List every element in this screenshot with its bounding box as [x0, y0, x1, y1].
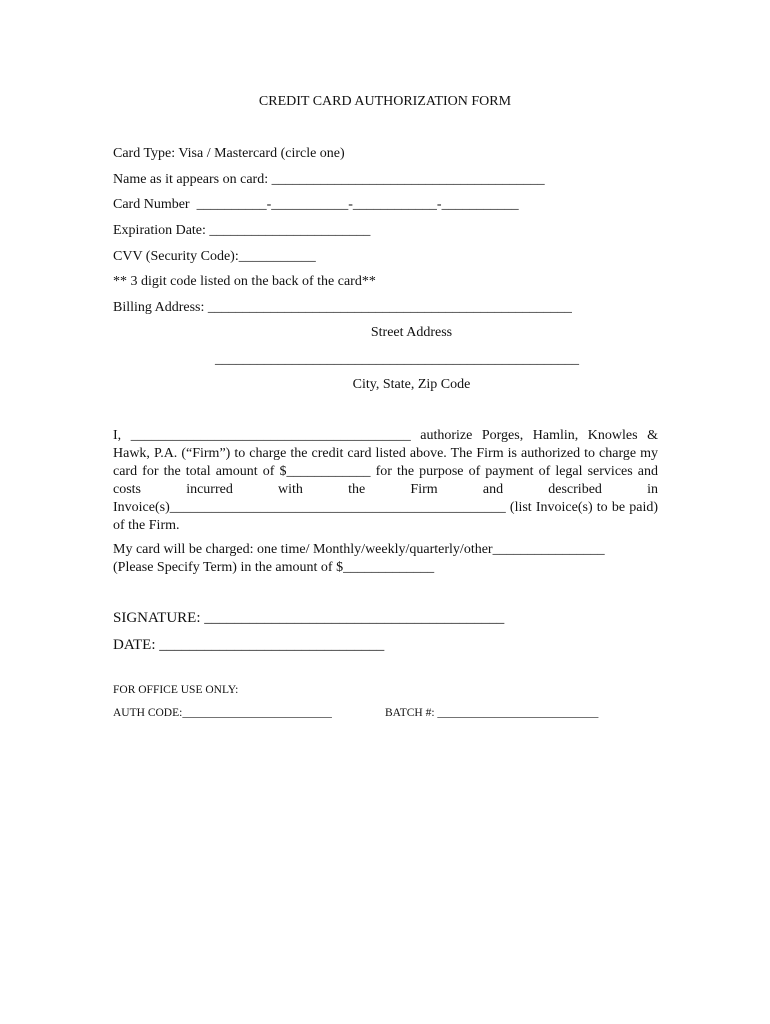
form-title: CREDIT CARD AUTHORIZATION FORM: [258, 94, 512, 109]
charge-frequency-field[interactable]: My card will be charged: one time/ Monthly/weekly/quarterly/other________________: [113, 542, 605, 557]
auth-code-field[interactable]: AUTH CODE:__________________________: [113, 707, 332, 719]
street-address-caption: Street Address: [370, 325, 453, 340]
card-number-field[interactable]: Card Number __________-___________-____________-___________: [113, 197, 519, 212]
address-line-2-field[interactable]: ____________________________________________________: [215, 352, 579, 367]
authorization-paragraph: I, ________________________________________ authorize Porges, Hamlin, Knowles & Hawk, P.A. (“Firm”) to charge the credit card listed above. The Firm is authorized to charge my card for the total amount of $____________ for the purpose of payment of legal services and costs incurred with the Firm and described in Invoice(s)________________________________________________ (list Invoice(s) to be paid) of the Firm.: [113, 428, 658, 533]
signature-field[interactable]: SIGNATURE: ________________________________________: [113, 610, 505, 626]
billing-address-field[interactable]: Billing Address: ____________________________________________________: [113, 300, 572, 315]
expiration-date-field[interactable]: Expiration Date: _______________________: [113, 223, 371, 238]
batch-number-field[interactable]: BATCH #: ____________________________: [385, 707, 599, 719]
cvv-note: ** 3 digit code listed on the back of the card**: [113, 274, 376, 289]
card-type-line: Card Type: Visa / Mastercard (circle one): [113, 146, 345, 161]
name-on-card-field[interactable]: Name as it appears on card: _______________________________________: [113, 172, 545, 187]
date-field[interactable]: DATE: ______________________________: [113, 637, 385, 653]
office-use-heading: FOR OFFICE USE ONLY:: [113, 684, 239, 696]
charge-amount-field[interactable]: (Please Specify Term) in the amount of $_____________: [113, 560, 435, 575]
city-state-zip-caption: City, State, Zip Code: [352, 377, 471, 392]
cvv-field[interactable]: CVV (Security Code):___________: [113, 249, 316, 264]
